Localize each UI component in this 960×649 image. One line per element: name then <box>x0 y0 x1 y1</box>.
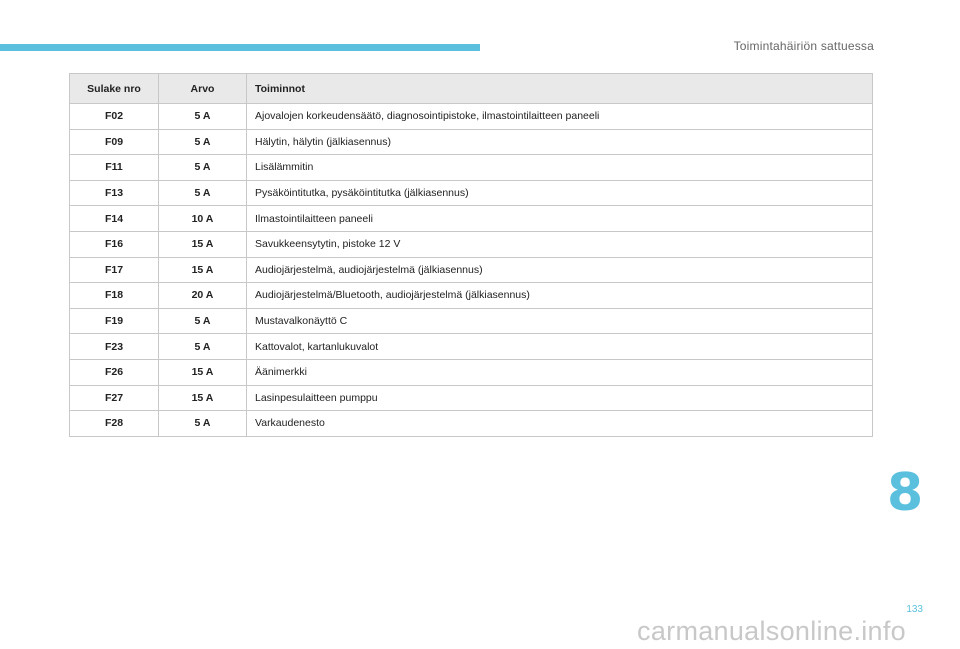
fuse-number-cell: F11 <box>70 155 159 181</box>
fuse-rating-cell: 5 A <box>159 155 247 181</box>
table-row <box>70 155 873 181</box>
table-row <box>70 180 873 206</box>
table-row <box>70 334 873 360</box>
fuse-function-cell: Pysäköintitutka, pysäköintitutka (jälkiasennus) <box>247 180 873 206</box>
fuse-rating-cell: 5 A <box>159 308 247 334</box>
chapter-title: Toimintahäiriön sattuessa <box>733 39 874 53</box>
fuse-number-cell: F18 <box>70 283 159 309</box>
fuse-number-cell: F27 <box>70 385 159 411</box>
fuse-function-cell: Lisälämmitin <box>247 155 873 181</box>
top-accent-bar <box>0 44 480 51</box>
table-header-row <box>70 74 873 104</box>
fuse-rating-cell: 15 A <box>159 231 247 257</box>
fuse-rating-cell: 10 A <box>159 206 247 232</box>
fuse-number-cell: F02 <box>70 104 159 130</box>
watermark: carmanualsonline.info <box>637 616 906 646</box>
table-row <box>70 411 873 437</box>
table-row <box>70 359 873 385</box>
fuse-function-cell: Audiojärjestelmä, audiojärjestelmä (jälkiasennus) <box>247 257 873 283</box>
fuse-function-cell: Hälytin, hälytin (jälkiasennus) <box>247 129 873 155</box>
fuse-number-cell: F19 <box>70 308 159 334</box>
table-row <box>70 385 873 411</box>
fuse-number-cell: F16 <box>70 231 159 257</box>
column-header-fuse-number: Sulake nro <box>70 74 159 104</box>
fuse-function-cell: Ilmastointilaitteen paneeli <box>247 206 873 232</box>
chapter-number: 8 <box>887 463 924 523</box>
table-row <box>70 206 873 232</box>
fuse-rating-cell: 5 A <box>159 129 247 155</box>
fuse-rating-cell: 15 A <box>159 385 247 411</box>
table-row <box>70 308 873 334</box>
table-body <box>70 104 873 437</box>
page-number: 133 <box>906 604 923 615</box>
fuse-function-cell: Kattovalot, kartanlukuvalot <box>247 334 873 360</box>
fuse-number-cell: F13 <box>70 180 159 206</box>
column-header-rating: Arvo <box>159 74 247 104</box>
fuse-number-cell: F17 <box>70 257 159 283</box>
fuse-number-cell: F28 <box>70 411 159 437</box>
fuse-rating-cell: 5 A <box>159 180 247 206</box>
fuse-function-cell: Audiojärjestelmä/Bluetooth, audiojärjestelmä (jälkiasennus) <box>247 283 873 309</box>
column-header-functions: Toiminnot <box>247 74 873 104</box>
fuse-function-cell: Mustavalkonäyttö C <box>247 308 873 334</box>
fuse-function-cell: Ajovalojen korkeudensäätö, diagnosointipistoke, ilmastointilaitteen paneeli <box>247 104 873 130</box>
fuse-number-cell: F14 <box>70 206 159 232</box>
fuse-rating-cell: 15 A <box>159 257 247 283</box>
fuse-rating-cell: 5 A <box>159 411 247 437</box>
fuse-rating-cell: 5 A <box>159 104 247 130</box>
table-row <box>70 283 873 309</box>
fuse-table <box>69 73 873 437</box>
fuse-function-cell: Lasinpesulaitteen pumppu <box>247 385 873 411</box>
table-row <box>70 104 873 130</box>
fuse-number-cell: F26 <box>70 359 159 385</box>
fuse-rating-cell: 15 A <box>159 359 247 385</box>
table-row <box>70 257 873 283</box>
fuse-rating-cell: 5 A <box>159 334 247 360</box>
fuse-rating-cell: 20 A <box>159 283 247 309</box>
fuse-function-cell: Äänimerkki <box>247 359 873 385</box>
table-row <box>70 129 873 155</box>
table-row <box>70 231 873 257</box>
fuse-function-cell: Savukkeensytytin, pistoke 12 V <box>247 231 873 257</box>
fuse-function-cell: Varkaudenesto <box>247 411 873 437</box>
fuse-number-cell: F09 <box>70 129 159 155</box>
fuse-number-cell: F23 <box>70 334 159 360</box>
